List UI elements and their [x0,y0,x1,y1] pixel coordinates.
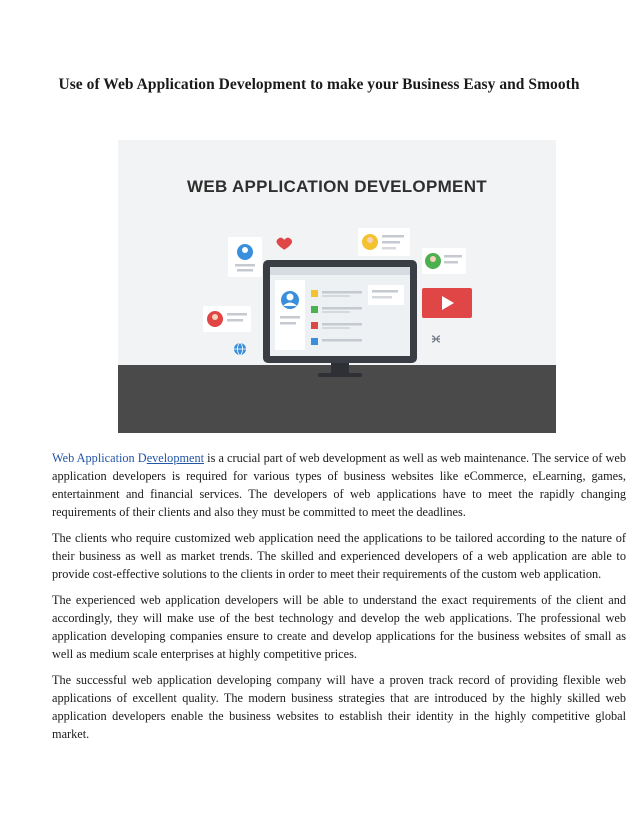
hero-image [118,140,556,433]
user-card-icon [422,248,466,274]
user-card-icon [358,228,410,256]
heart-icon [277,238,293,250]
play-button-icon [422,288,472,318]
paragraph: The clients who require customized web application need the applications to be tailored according to the nature of their business as well as market trends. The skilled and experienced developers of a web application are able to provide cost-effective solutions to the clients in order to meet their requirements of the custom web application. [52,531,626,581]
user-card-icon [228,237,262,277]
paragraph: Web Application Development is a crucial part of web development as well as web maintenance. The service of web application developers is required for various types of business websites like eCommerce, eLearning, games, entertainment and financial services. The developers of web applications have to meet the rapidly changing requirements of their clients and also they must be committed to meet the deadlines. [52,451,626,519]
web-app-illustration [118,140,556,433]
hero-heading: WEB APPLICATION DEVELOPMENT [187,177,487,196]
web-application-development-link[interactable]: Web Application Development [52,451,205,465]
user-card-icon [203,306,251,332]
article-body [52,449,626,751]
share-icon [432,336,440,342]
monitor-icon [263,260,417,377]
paragraph: The experienced web application developers will be able to understand the exact requirements of the client and accordingly, they will make use of the best technology and develop the web applications. The professional web application developing companies ensure to create and develop applications for the business websites of small as well as medium scale enterprises at highly competitive prices. [52,593,626,661]
paragraph: The successful web application developing company will have a proven track record of providing flexible web applications of excellent quality. The modern business strategies that are introduced by the highly skilled web application developers enable the business websites to establish their identity in the highly competitive global market. [52,673,626,741]
globe-icon [234,343,246,355]
page-title: Use of Web Application Development to make your Business Easy and Smooth [58,76,580,93]
